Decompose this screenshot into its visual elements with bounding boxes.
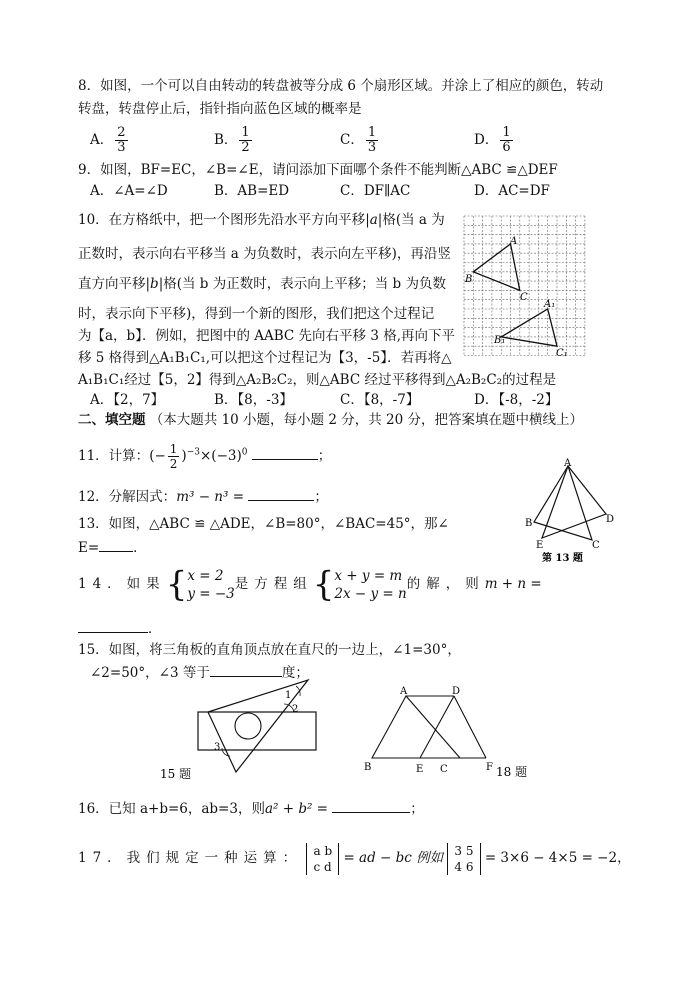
q16: 16．已知 a+b=6，ab=3，则a² + b² = ； xyxy=(78,798,424,819)
q12-answer-blank[interactable] xyxy=(248,486,314,501)
set-square xyxy=(208,680,308,772)
label-f: F xyxy=(486,762,493,773)
q15-answer-blank[interactable] xyxy=(210,662,282,677)
q10-line7: A₁B₁C₁经过【5，2】得到△A₂B₂C₂，则△ABC 经过平移得到△A₂B₂C₂的过程是 xyxy=(78,372,557,388)
section2-note: （本大题共 10 小题，每小题 2 分，共 20 分，把答案填在题中横线上） xyxy=(149,412,583,428)
label-c: C xyxy=(520,292,528,303)
q9-option-a: A．∠A=∠D xyxy=(90,183,168,199)
q17-determinant-abcd: a b c d xyxy=(306,843,339,875)
q8-line1: 8．如图，一个可以自由转动的转盘被等分成 6 个扇形区域。并涂上了相应的颜色，转动 xyxy=(78,78,604,94)
triangle-abc-13 xyxy=(534,466,592,540)
q10-option-d: D．【-8，-2】 xyxy=(474,392,559,408)
triangle-abc xyxy=(473,244,520,291)
q15-caption: 15 题 xyxy=(160,767,192,781)
q10-line1: 10．在方格纸中，把一个图形先沿水平方向平移|a|格(当 a 为 xyxy=(78,212,445,228)
q13-line1: 13．如图，△ABC ≌ △ADE，∠B=80°，∠BAC=45°，那∠ xyxy=(78,516,449,532)
q9-option-c: C．DF∥AC xyxy=(340,183,411,199)
q9-option-d: D．AC=DF xyxy=(474,183,550,199)
q16-answer-blank[interactable] xyxy=(332,798,410,813)
q10-option-c: C．【8，-7】 xyxy=(340,392,420,408)
q8-option-d: D． $\frac{1}{6}$ xyxy=(474,125,511,155)
q9-stem: 9．如图，BF=EC，∠B=∠E，请问添加下面哪个条件不能判断△ABC ≌△DEF xyxy=(78,162,558,178)
set-square-hole xyxy=(235,713,261,739)
q14-answer-blank[interactable] xyxy=(78,618,148,633)
label-b: B xyxy=(465,274,473,285)
label-b: B xyxy=(364,762,372,773)
q10-line3: 直方向平移|b|格(当 b 为正数时，表示向上平移；当 b 为负数 xyxy=(78,276,446,292)
q15-figure xyxy=(160,676,330,786)
label-d: D xyxy=(452,686,461,697)
q13-caption: 第 13 题 xyxy=(542,553,583,564)
q11-answer-blank[interactable] xyxy=(252,445,318,460)
q14-answer-line: ． xyxy=(78,618,162,639)
q17: 17．我们规定一种运算： a b c d = ad − bc 例如 3 5 4 6 = 3×6 − 4×5 = −2， xyxy=(78,843,631,874)
q10-line2: 正数时，表示向右平移当 a 为负数时，表示向左平移)，再沿竖 xyxy=(78,246,451,262)
q9-option-b: B．AB=ED xyxy=(214,183,290,199)
q14: 14．如果{ x = 2 y = −3 是方程组{ x + y = m 2x − y = n 的解，则m + n = xyxy=(78,564,542,605)
q10-option-b: B．【8，-3】 xyxy=(214,392,293,408)
label-d: D xyxy=(606,514,615,525)
label-a: A xyxy=(510,236,518,247)
q15-line1: 15．如图，将三角板的直角顶点放在直尺的一边上，∠1=30°， xyxy=(78,642,461,658)
label-e: E xyxy=(536,540,544,551)
q12: 12．分解因式：m³ − n³ = ； xyxy=(78,486,328,507)
angle-3-label: 3 xyxy=(214,742,221,753)
q8-line2: 转盘，转盘停止后，指针指向蓝色区域的概率是 xyxy=(78,101,362,117)
q8-option-b: B． $\frac{1}{2}$ xyxy=(214,125,250,155)
q14-equation-system: x + y = m 2x − y = n xyxy=(334,567,407,602)
label-b: B xyxy=(525,518,533,529)
q17-determinant-example: 3 5 4 6 xyxy=(447,843,480,875)
label-a: A xyxy=(564,458,572,469)
q10-grid-figure xyxy=(460,212,590,360)
q13-line2: E= ． xyxy=(78,537,147,558)
q18-caption: 18 题 xyxy=(496,765,528,779)
q13-figure xyxy=(520,456,620,566)
q13-answer-blank[interactable] xyxy=(99,537,133,552)
q8-option-c: C． $\frac{1}{3}$ xyxy=(340,125,377,155)
section2-heading xyxy=(78,410,583,430)
q11: 11．计算：(− $\frac{1}{2}$ )$^{-3}\times(-3)^0$ ； xyxy=(78,442,332,471)
q10-line5: 为【a，b】．例如，把图中的 AABC 先向右平移 3 格,再向下平 xyxy=(78,328,455,344)
label-a1: A₁ xyxy=(544,299,556,310)
q14-solution-system: x = 2 y = −3 xyxy=(187,567,235,602)
label-a: A xyxy=(400,686,408,697)
q8-option-a: A． $\frac{2}{3}$ xyxy=(90,125,126,155)
q15-line2: ∠2=50°，∠3 等于 度； xyxy=(90,662,309,683)
label-c: C xyxy=(592,540,600,551)
q18-figure xyxy=(362,684,542,784)
section2-title: 二、填空题 xyxy=(78,412,146,428)
angle-2-label: 2 xyxy=(292,704,299,715)
label-e: E xyxy=(416,764,424,775)
q10-line4: 时，表示向下平移)，得到一个新的图形，我们把这个过程记 xyxy=(78,306,435,322)
grid-lines xyxy=(464,216,585,356)
angle-1-label: 1 xyxy=(285,690,292,701)
q10-line6: 移 5 格得到△A₁B₁C₁,可以把这个过程记为【3，-5】．若再将△ xyxy=(78,350,452,366)
label-c1: C₁ xyxy=(556,348,568,359)
label-c: C xyxy=(440,764,448,775)
q10-option-a: A．【2，7】 xyxy=(90,392,165,408)
label-b1: B₁ xyxy=(494,335,506,346)
parallelogram-abcd-edge xyxy=(372,696,460,758)
